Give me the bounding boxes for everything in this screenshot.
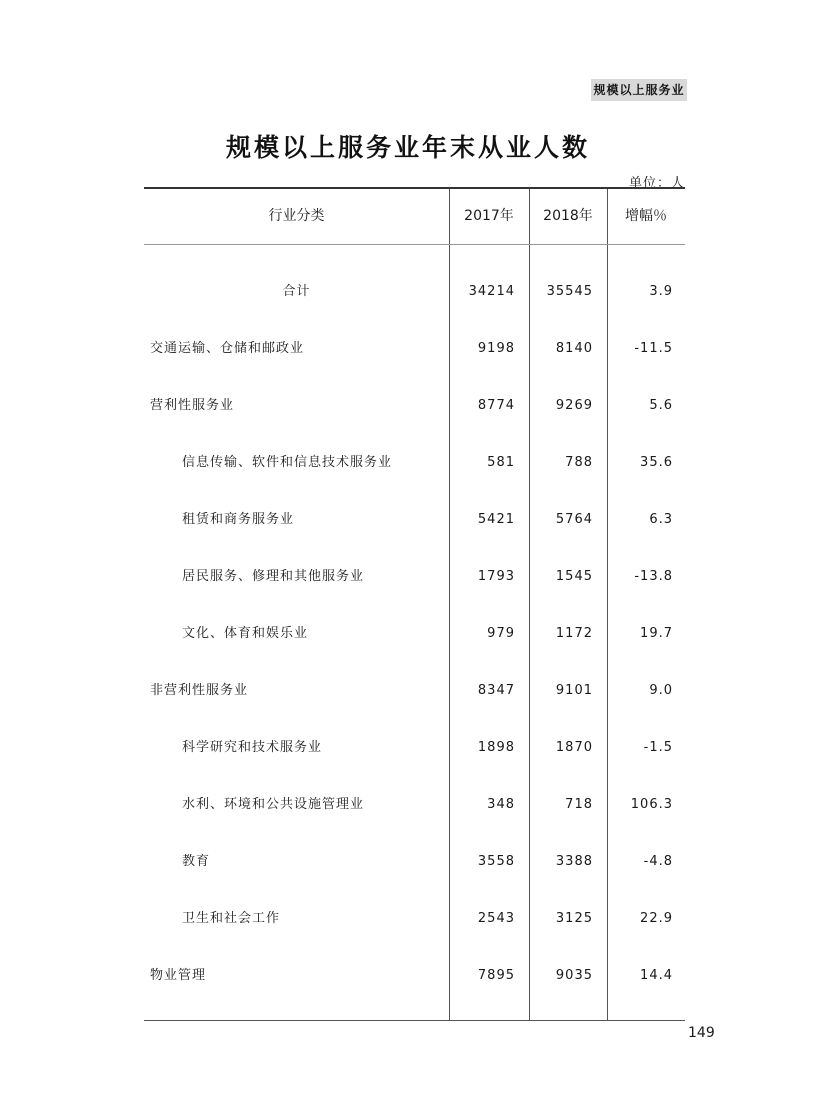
- row-change: -4.8: [643, 854, 673, 869]
- row-2018: 9269: [555, 398, 593, 413]
- row-2017: 348: [487, 797, 515, 812]
- table-row: [144, 451, 685, 475]
- row-name: 居民服务、修理和其他服务业: [182, 569, 365, 584]
- column-header-change: 增幅％: [625, 208, 667, 224]
- row-change: -11.5: [634, 341, 673, 356]
- table-row: [144, 793, 685, 817]
- row-name: 交通运输、仓储和邮政业: [150, 341, 305, 356]
- table-row: [144, 964, 685, 988]
- row-2017: 9198: [477, 341, 515, 356]
- row-change: -13.8: [634, 569, 673, 584]
- row-change: 106.3: [630, 797, 673, 812]
- row-name: 非营利性服务业: [150, 683, 249, 698]
- row-change: 19.7: [640, 626, 673, 641]
- table-row: [144, 622, 685, 646]
- row-2017: 8347: [477, 683, 515, 698]
- row-2017: 34214: [468, 284, 515, 299]
- table-row: [144, 850, 685, 874]
- row-name: 文化、体育和娱乐业: [182, 626, 309, 641]
- row-2017: 2543: [477, 911, 515, 926]
- row-2018: 3388: [555, 854, 593, 869]
- row-change: 35.6: [640, 455, 673, 470]
- page-number: 149: [688, 1025, 715, 1041]
- row-2017: 8774: [477, 398, 515, 413]
- data-table: [144, 187, 685, 1021]
- row-change: 22.9: [640, 911, 673, 926]
- row-2018: 718: [565, 797, 593, 812]
- row-2018: 9101: [555, 683, 593, 698]
- row-2018: 1545: [555, 569, 593, 584]
- row-name: 科学研究和技术服务业: [182, 740, 323, 755]
- column-header-industry: 行业分类: [268, 208, 325, 224]
- row-2017: 5421: [477, 512, 515, 527]
- row-change: 5.6: [649, 398, 673, 413]
- header-divider: [144, 244, 685, 245]
- table-row: [144, 394, 685, 418]
- row-2018: 1870: [555, 740, 593, 755]
- row-2018: 788: [565, 455, 593, 470]
- row-name: 水利、环境和公共设施管理业: [182, 797, 365, 812]
- row-change: 3.9: [649, 284, 673, 299]
- table-row: [144, 907, 685, 931]
- row-change: 14.4: [640, 968, 673, 983]
- table-row: [144, 508, 685, 532]
- row-2017: 7895: [477, 968, 515, 983]
- section-tag: 规模以上服务业: [591, 79, 687, 101]
- row-change: -1.5: [643, 740, 673, 755]
- row-2018: 8140: [555, 341, 593, 356]
- page-title: 规模以上服务业年末从业人数: [225, 133, 590, 162]
- row-2017: 979: [487, 626, 515, 641]
- row-change: 6.3: [649, 512, 673, 527]
- table-row: [144, 736, 685, 760]
- row-2017: 1793: [477, 569, 515, 584]
- table-row: [144, 565, 685, 589]
- row-2017: 3558: [477, 854, 515, 869]
- row-name: 租赁和商务服务业: [182, 512, 295, 527]
- row-2017: 581: [487, 455, 515, 470]
- row-name: 营利性服务业: [150, 398, 235, 413]
- row-name: 信息传输、软件和信息技术服务业: [182, 455, 393, 470]
- row-2018: 3125: [555, 911, 593, 926]
- column-header-2018: 2018年: [543, 208, 593, 224]
- row-name: 合计: [282, 284, 311, 299]
- table-row: [144, 280, 685, 304]
- row-name: 教育: [182, 854, 211, 869]
- unit-label: 单位：人: [628, 176, 685, 191]
- row-2018: 1172: [555, 626, 593, 641]
- column-header-2017: 2017年: [464, 208, 514, 224]
- column-divider: [607, 189, 608, 1020]
- row-2018: 35545: [546, 284, 593, 299]
- row-name: 卫生和社会工作: [182, 911, 281, 926]
- row-2017: 1898: [477, 740, 515, 755]
- row-2018: 9035: [555, 968, 593, 983]
- row-name: 物业管理: [150, 968, 207, 983]
- table-row: [144, 337, 685, 361]
- column-divider: [529, 189, 530, 1020]
- table-row: [144, 679, 685, 703]
- row-change: 9.0: [649, 683, 673, 698]
- row-2018: 5764: [555, 512, 593, 527]
- column-divider: [449, 189, 450, 1020]
